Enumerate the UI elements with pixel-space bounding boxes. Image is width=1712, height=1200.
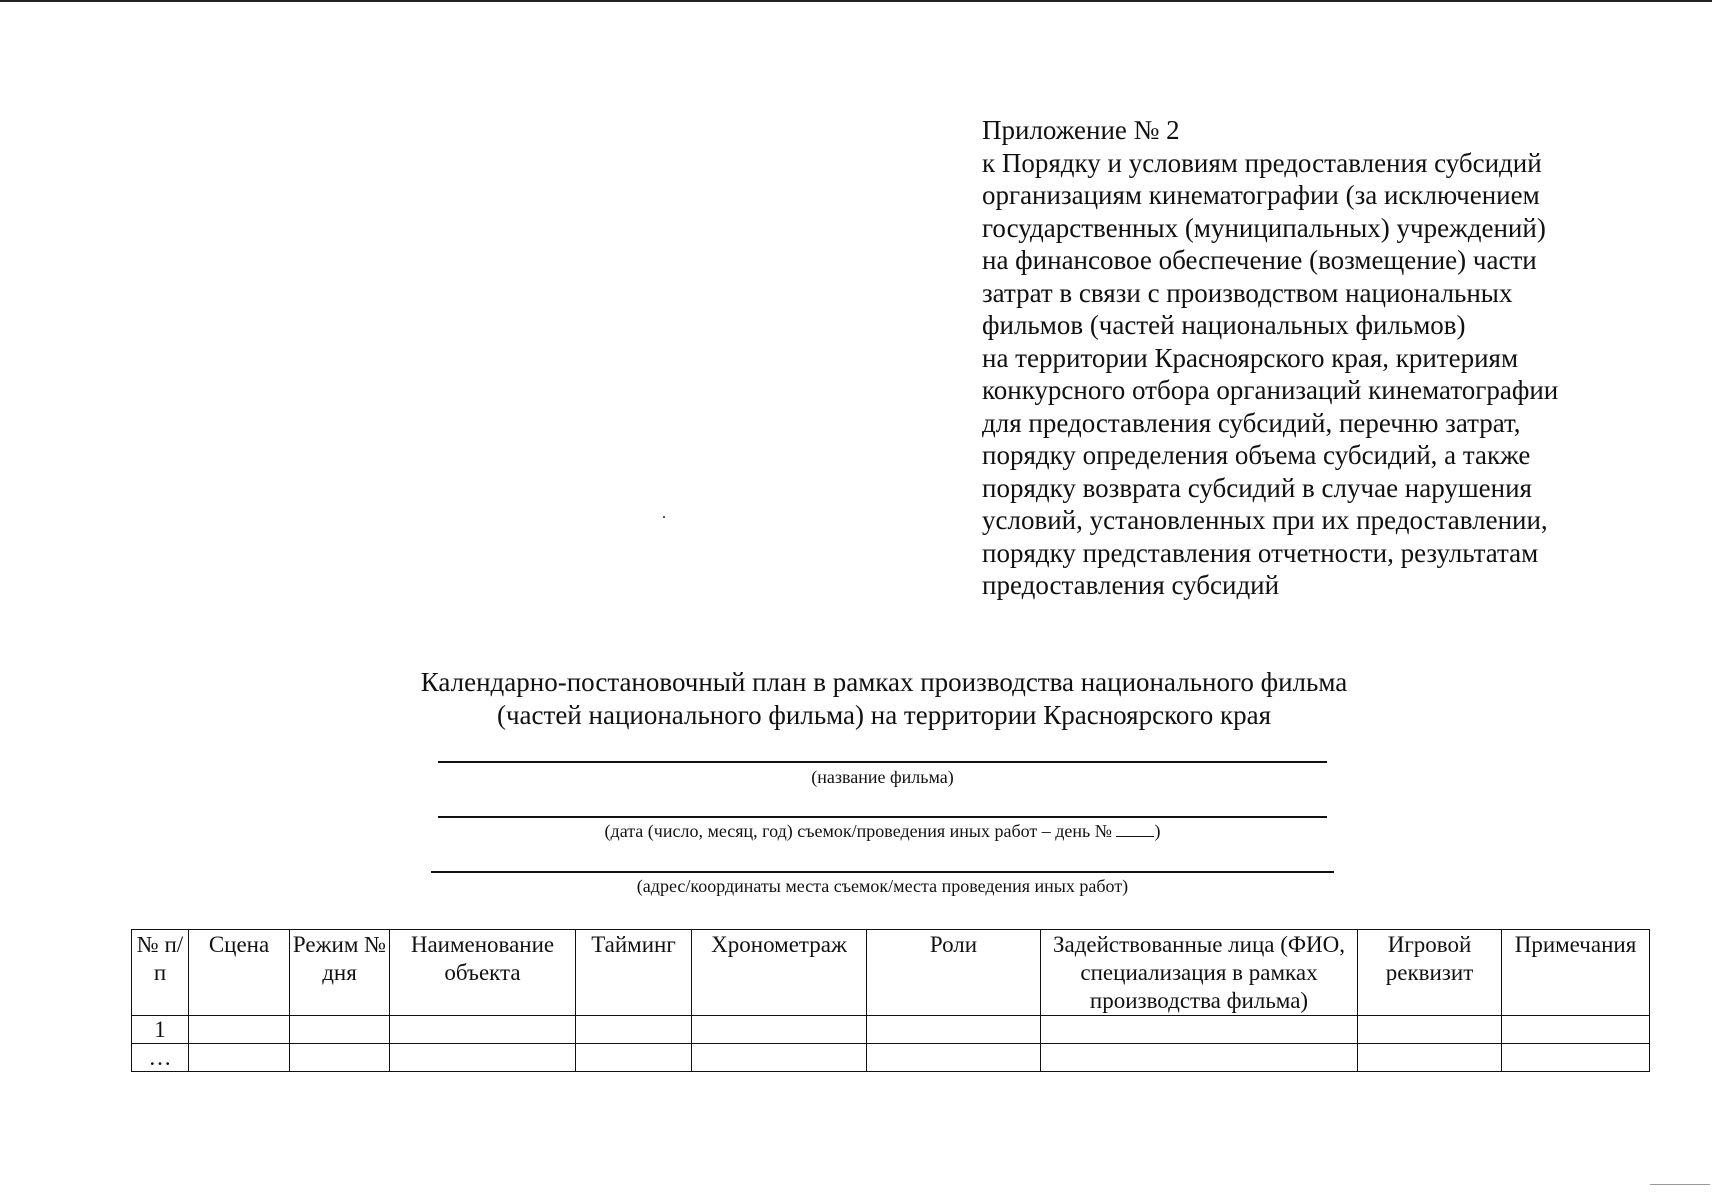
document-title-line: Календарно-постановочный план в рамках производства национального фильма bbox=[420, 667, 1348, 697]
scan-edge-mark bbox=[1650, 1184, 1710, 1185]
col-header-props: Игровой реквизит bbox=[1358, 930, 1502, 1016]
table-cell[interactable] bbox=[1041, 1044, 1358, 1072]
table-row bbox=[132, 1016, 1650, 1044]
table-cell[interactable] bbox=[867, 1044, 1041, 1072]
top-edge-rule bbox=[0, 0, 1712, 2]
table-cell[interactable] bbox=[1502, 1044, 1650, 1072]
annex-line: порядку возврата субсидий в случае нарушения bbox=[982, 472, 1532, 503]
table-cell[interactable] bbox=[692, 1016, 867, 1044]
table-cell[interactable] bbox=[189, 1044, 290, 1072]
shooting-date-line[interactable] bbox=[438, 816, 1327, 818]
shooting-date-caption-close: ) bbox=[1154, 821, 1161, 841]
annex-line: для предоставления субсидий, перечню затрат, bbox=[982, 407, 1521, 438]
col-header-object-name: Наименование объекта bbox=[390, 930, 576, 1016]
schedule-table bbox=[131, 929, 1650, 1072]
col-header-duration: Хронометраж bbox=[692, 930, 867, 1016]
table-header-row bbox=[132, 930, 1650, 1016]
annex-line: на финансовое обеспечение (возмещение) части bbox=[982, 245, 1537, 275]
col-header-notes: Примечания bbox=[1502, 930, 1650, 1016]
table-cell[interactable] bbox=[1041, 1016, 1358, 1044]
shooting-date-caption bbox=[438, 820, 1327, 842]
col-header-number: № п/п bbox=[132, 930, 189, 1016]
table-cell[interactable] bbox=[189, 1016, 290, 1044]
table-cell-number[interactable]: … bbox=[132, 1044, 189, 1072]
table-cell[interactable] bbox=[1358, 1016, 1502, 1044]
table-cell[interactable] bbox=[692, 1044, 867, 1072]
table-cell[interactable] bbox=[390, 1016, 576, 1044]
table-cell[interactable] bbox=[290, 1044, 390, 1072]
annex-line: порядку определения объема субсидий, а также bbox=[982, 440, 1531, 470]
annex-line: государственных (муниципальных) учреждений) bbox=[982, 212, 1546, 243]
annex-line: к Порядку и условиям предоставления субсидий bbox=[982, 147, 1542, 178]
annex-line: фильмов (частей национальных фильмов) bbox=[982, 310, 1466, 340]
table-cell[interactable] bbox=[867, 1016, 1041, 1044]
table-cell[interactable] bbox=[1358, 1044, 1502, 1072]
film-name-line[interactable] bbox=[438, 761, 1327, 763]
annex-line: Приложение № 2 bbox=[982, 115, 1180, 145]
table-cell[interactable] bbox=[290, 1016, 390, 1044]
table-cell[interactable] bbox=[576, 1016, 692, 1044]
annex-header bbox=[982, 114, 1642, 602]
document-title-line: (частей национального фильма) на территории Красноярского края bbox=[496, 700, 1271, 730]
col-header-personnel: Задействованные лица (ФИО, специализация в рамках производства фильма) bbox=[1041, 930, 1358, 1016]
film-name-caption: (название фильма) bbox=[811, 767, 954, 787]
annex-line: конкурсного отбора организаций кинематографии bbox=[982, 375, 1559, 405]
annex-line: организациям кинематографии (за исключением bbox=[982, 180, 1540, 210]
annex-line: предоставления субсидий bbox=[982, 570, 1280, 600]
location-caption: (адрес/координаты места съемок/места проведения иных работ) bbox=[636, 876, 1129, 896]
annex-line: порядку представления отчетности, результатам bbox=[982, 537, 1539, 568]
day-number-blank[interactable] bbox=[1116, 822, 1154, 837]
col-header-roles: Роли bbox=[867, 930, 1041, 1016]
annex-line: затрат в связи с производством национальных bbox=[982, 277, 1513, 308]
annex-line: условий, установленных при их предоставлении, bbox=[982, 505, 1548, 535]
table-cell[interactable] bbox=[390, 1044, 576, 1072]
table-cell-number[interactable]: 1 bbox=[132, 1016, 189, 1044]
annex-line: на территории Красноярского края, критериям bbox=[982, 342, 1519, 373]
table-row bbox=[132, 1044, 1650, 1072]
col-header-timing: Тайминг bbox=[576, 930, 692, 1016]
location-line[interactable] bbox=[431, 871, 1334, 873]
table-cell[interactable] bbox=[576, 1044, 692, 1072]
col-header-day-mode: Режим № дня bbox=[290, 930, 390, 1016]
document-title bbox=[300, 666, 1468, 732]
table-cell[interactable] bbox=[1502, 1016, 1650, 1044]
shooting-date-caption-text: (дата (число, месяц, год) съемок/проведения иных работ – день № bbox=[604, 821, 1112, 841]
scan-speck bbox=[663, 516, 665, 518]
col-header-scene: Сцена bbox=[189, 930, 290, 1016]
